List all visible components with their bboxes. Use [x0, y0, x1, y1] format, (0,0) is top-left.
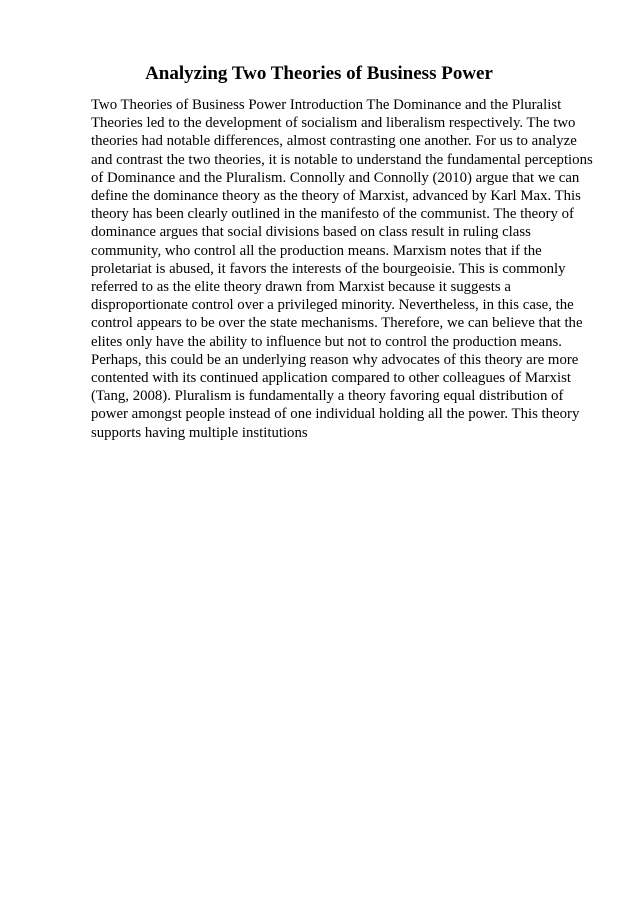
- body-line: disproportionate control over a privileged minority. Nevertheless, in this case, the: [91, 297, 574, 314]
- body-line: theory has been clearly outlined in the manifesto of the communist. The theory of: [91, 206, 574, 223]
- body-line: Perhaps, this could be an underlying reason why advocates of this theory are more: [91, 351, 579, 368]
- document-body: [91, 96, 611, 442]
- body-line: define the dominance theory as the theory of Marxist, advanced by Karl Max. This: [91, 188, 581, 205]
- body-line: elites only have the ability to influence but not to control the production means.: [91, 333, 562, 350]
- body-line: of Dominance and the Pluralism. Connolly and Connolly (2010) argue that we can: [91, 169, 580, 186]
- body-line: community, who control all the production means. Marxism notes that if the: [91, 242, 542, 259]
- body-line: dominance argues that social divisions based on class result in ruling class: [91, 224, 531, 241]
- body-line: power amongst people instead of one individual holding all the power. This theory: [91, 406, 580, 423]
- body-line: Two Theories of Business Power Introduction The Dominance and the Pluralist: [91, 97, 562, 113]
- body-line: contented with its continued application compared to other colleagues of Marxist: [91, 370, 571, 387]
- body-line: control appears to be over the state mechanisms. Therefore, we can believe that the: [91, 315, 583, 332]
- document-title: Analyzing Two Theories of Business Power: [145, 63, 493, 84]
- body-line: theories had notable differences, almost contrasting one another. For us to analyze: [91, 133, 577, 150]
- body-line: Theories led to the development of socialism and liberalism respectively. The two: [91, 115, 576, 132]
- body-line: and contrast the two theories, it is notable to understand the fundamental perceptions: [91, 151, 593, 168]
- body-line: (Tang, 2008). Pluralism is fundamentally a theory favoring equal distribution of: [91, 388, 564, 405]
- body-line: supports having multiple institutions: [91, 424, 308, 441]
- body-line: referred to as the elite theory drawn from Marxist because it suggests a: [91, 279, 511, 296]
- body-line: proletariat is abused, it favors the interests of the bourgeoisie. This is commonly: [91, 260, 566, 277]
